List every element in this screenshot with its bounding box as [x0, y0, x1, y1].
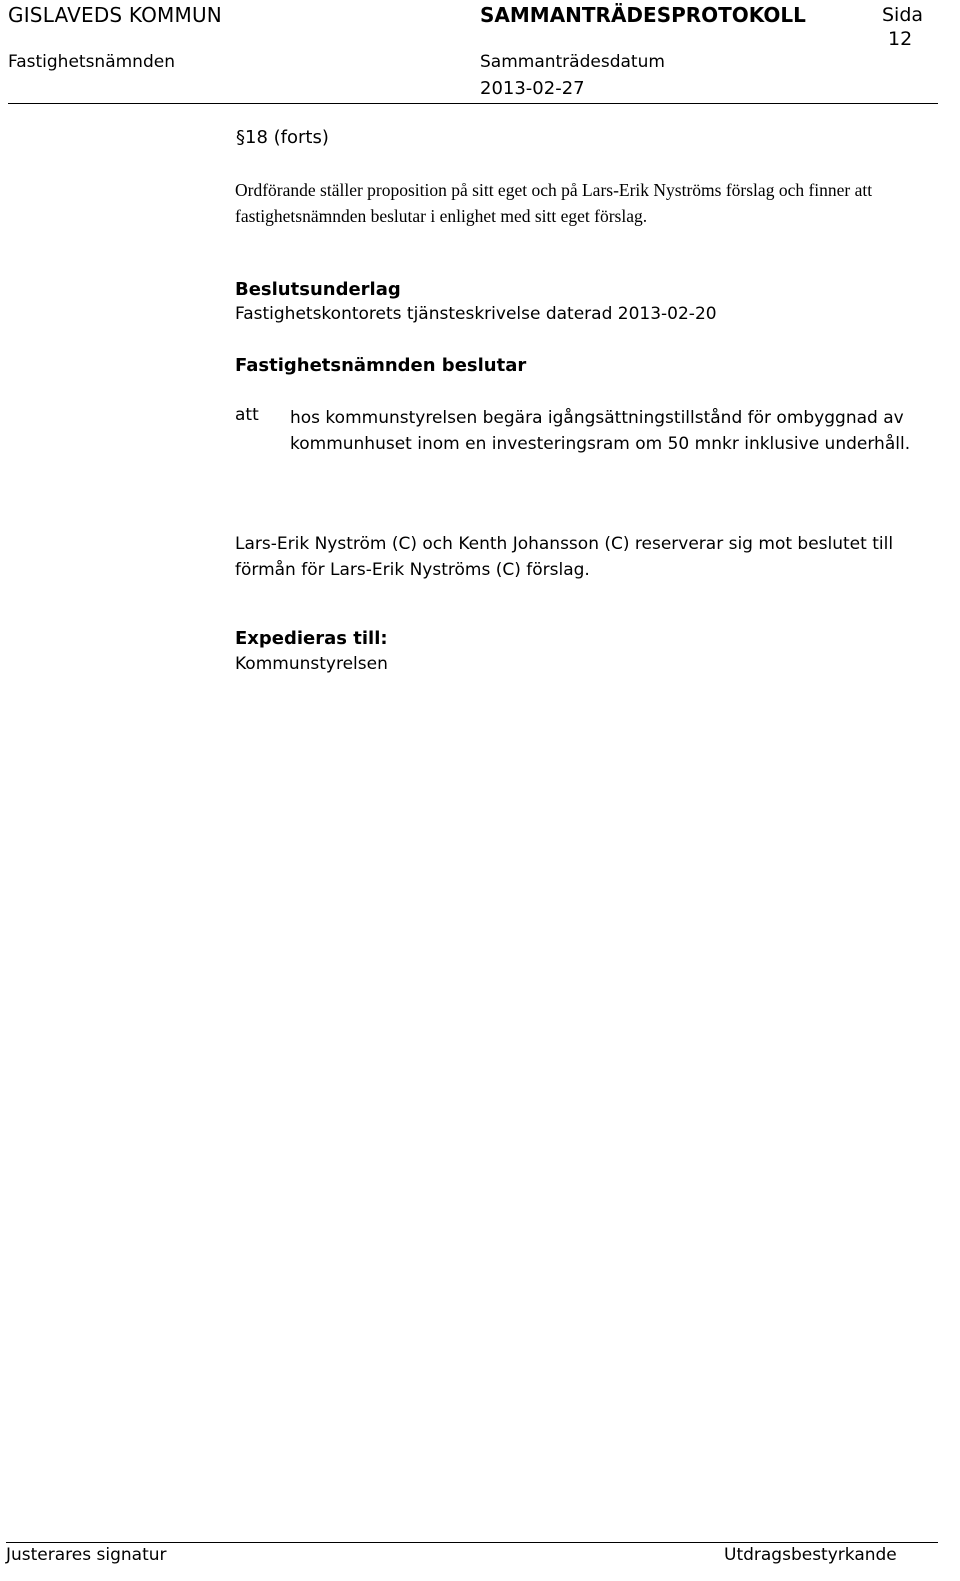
organization-name: GISLAVEDS KOMMUN	[8, 3, 222, 27]
decision-text: hos kommunstyrelsen begära igångsättningstillstånd för ombyggnad av kommunhuset inom en investeringsram om 50 mnkr inklusive underhåll.	[290, 408, 911, 454]
beslutsunderlag-text: Fastighetskontorets tjänsteskrivelse daterad 2013-02-20	[235, 304, 717, 324]
reservation-paragraph: Lars-Erik Nyström (C) och Kenth Johansson (C) reserverar sig mot beslutet till förmån för Lars-Erik Nyströms (C) förslag.	[235, 534, 894, 580]
page-label: Sida	[882, 4, 924, 26]
expedieras-recipient: Kommunstyrelsen	[235, 654, 388, 674]
footer-certification-label: Utdragsbestyrkande	[724, 1545, 897, 1565]
committee-name: Fastighetsnämnden	[8, 52, 175, 72]
document-type: SAMMANTRÄDESPROTOKOLL	[480, 3, 806, 27]
section-number-text: 18 (forts)	[245, 127, 329, 148]
meeting-date: 2013-02-27	[480, 78, 585, 99]
page-number: 12	[888, 28, 913, 50]
header-divider	[8, 103, 938, 104]
decision-heading: Fastighetsnämnden beslutar	[235, 355, 527, 376]
decision-lead: att	[235, 405, 259, 425]
section-symbol: §	[236, 127, 245, 148]
expedieras-heading: Expedieras till:	[235, 628, 388, 649]
beslutsunderlag-heading: Beslutsunderlag	[235, 279, 401, 300]
intro-paragraph: Ordförande ställer proposition på sitt eget och på Lars-Erik Nyströms förslag och finner att fastighetsnämnden beslutar i enlighet med sitt eget förslag.	[235, 180, 873, 226]
meeting-date-label: Sammanträdesdatum	[480, 52, 665, 72]
footer-divider	[6, 1542, 938, 1543]
section-number	[236, 127, 329, 148]
footer-signature-label: Justerares signatur	[6, 1545, 167, 1565]
